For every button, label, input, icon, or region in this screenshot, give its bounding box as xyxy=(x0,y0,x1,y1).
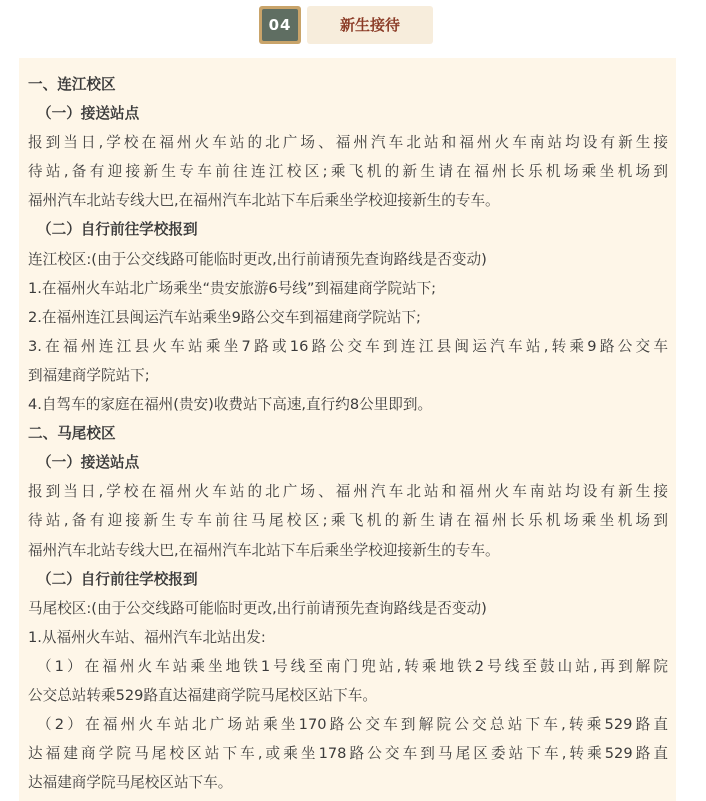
route-subitem-continuation: 达福建商学院马尾校区站下车。 xyxy=(28,774,233,792)
paragraph-line: 马尾校区:(由于公交线路可能临时更改,出行前请预先查询路线是否变动) xyxy=(28,599,487,617)
route-item: 1.从福州火车站、福州汽车北站出发: xyxy=(28,628,266,646)
paragraph-line: 待站,备有迎接新生专车前往马尾校区;乘飞机的新生请在福州长乐机场乘坐机场到 xyxy=(28,512,668,530)
paragraph-line: 报到当日,学校在福州火车站的北广场、福州汽车北站和福州火车南站均设有新生接 xyxy=(28,483,668,501)
paragraph-line: 连江校区:(由于公交线路可能临时更改,出行前请预先查询路线是否变动) xyxy=(28,250,487,268)
subheading-self-travel: （二）自行前往学校报到 xyxy=(37,221,198,239)
campus-heading-mawei: 二、马尾校区 xyxy=(28,425,116,443)
paragraph-line: 待站,备有迎接新生专车前往连江校区;乘飞机的新生请在福州长乐机场乘坐机场到 xyxy=(28,163,668,181)
subheading-self-travel: （二）自行前往学校报到 xyxy=(37,570,198,588)
route-subitem-continuation: 达福建商学院马尾校区站下车,或乘坐178路公交车到马尾区委站下车,转乘529路直 xyxy=(28,745,668,763)
route-item: 1.在福州火车站北广场乘坐“贵安旅游6号线”到福建商学院站下; xyxy=(28,279,437,297)
section-number-badge xyxy=(259,6,301,44)
section-number: 04 xyxy=(262,9,298,41)
paragraph-line: 福州汽车北站专线大巴,在福州汽车北站下车后乘坐学校迎接新生的专车。 xyxy=(28,192,500,210)
subheading-pickup-stations: （一）接送站点 xyxy=(37,105,140,123)
route-item: 2.在福州连江县闽运汽车站乘坐9路公交车到福建商学院站下; xyxy=(28,308,421,326)
route-item: 4.自驾车的家庭在福州(贵安)收费站下高速,直行约8公里即到。 xyxy=(28,396,433,414)
subheading-pickup-stations: （一）接送站点 xyxy=(37,454,140,472)
paragraph-line: 福州汽车北站专线大巴,在福州汽车北站下车后乘坐学校迎接新生的专车。 xyxy=(28,541,500,559)
route-subitem-continuation: 公交总站转乘529路直达福建商学院马尾校区站下车。 xyxy=(28,686,377,704)
route-item-continuation: 到福建商学院站下; xyxy=(28,366,150,384)
route-item: 3.在福州连江县火车站乘坐7路或16路公交车到连江县闽运汽车站,转乘9路公交车 xyxy=(28,337,668,355)
route-subitem: （1）在福州火车站乘坐地铁1号线至南门兜站,转乘地铁2号线至鼓山站,再到解院 xyxy=(37,657,668,675)
section-header xyxy=(0,6,706,46)
content-box xyxy=(19,58,676,801)
route-subitem: （2）在福州火车站北广场站乘坐170路公交车到解院公交总站下车,转乘529路直 xyxy=(37,716,668,734)
campus-heading-lianjiang: 一、连江校区 xyxy=(28,76,116,93)
section-title: 新生接待 xyxy=(307,6,433,44)
paragraph-line: 报到当日,学校在福州火车站的北广场、福州汽车北站和福州火车南站均设有新生接 xyxy=(28,134,668,152)
